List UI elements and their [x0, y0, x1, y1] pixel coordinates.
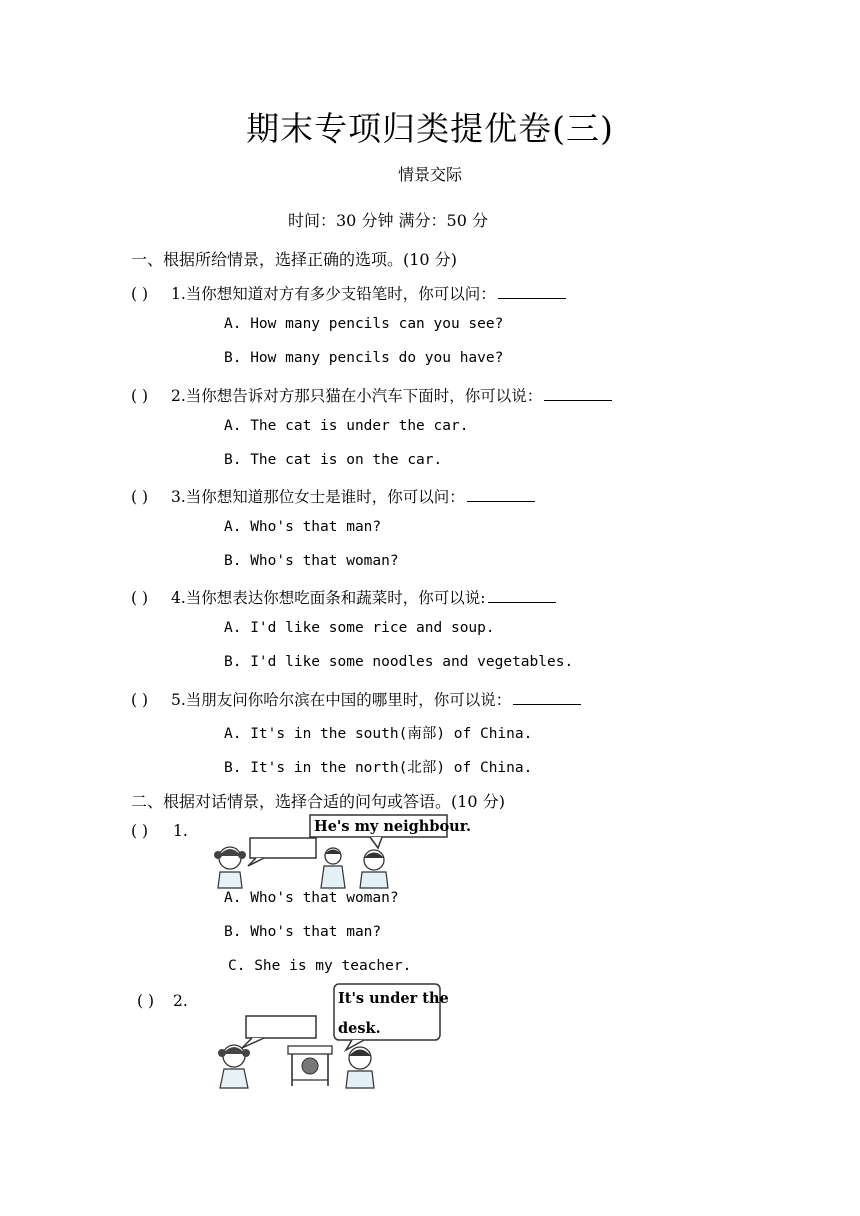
question-prompt: 2.当你想告诉对方那只猫在小汽车下面时，你可以说： [171, 387, 543, 405]
answer-parens[interactable]: ( ) [131, 285, 149, 303]
desk-figure [288, 1046, 332, 1086]
answer-parens[interactable]: ( ) [131, 822, 149, 840]
answer-parens[interactable]: ( ) [131, 488, 149, 506]
option-5a: A. It's in the south(南部) of China. [224, 726, 533, 742]
question-2 [131, 384, 612, 406]
option-3a: A. Who's that man? [224, 519, 382, 535]
answer-blank[interactable] [488, 586, 556, 603]
option-1b: B. How many pencils do you have? [224, 350, 504, 366]
s2-option-1a: A. Who's that woman? [224, 890, 399, 906]
speech-bubble-text-line1: It's under the [338, 990, 449, 1007]
question-3 [131, 485, 535, 507]
exam-meta: 时间：30 分钟 满分：50 分 [288, 211, 488, 230]
option-3b: B. Who's that woman? [224, 553, 399, 569]
question-1 [131, 282, 566, 304]
dialogue-illustration-2 [212, 982, 449, 1092]
s2-option-1c: C. She is my teacher. [228, 958, 412, 974]
question-prompt: 1.当你想知道对方有多少支铅笔时，你可以问： [171, 285, 496, 303]
option-4b: B. I'd like some noodles and vegetables. [224, 654, 574, 670]
page-title: 期末专项归类提优卷(三) [246, 109, 614, 148]
s2-option-1b: B. Who's that man? [224, 924, 382, 940]
dialogue-illustration-1 [210, 812, 472, 892]
answer-blank[interactable] [467, 485, 535, 502]
question-prompt: 4.当你想表达你想吃面条和蔬菜时，你可以说: [171, 589, 486, 607]
answer-parens[interactable]: ( ) [131, 691, 149, 709]
s2-question-1 [131, 822, 188, 840]
answer-parens[interactable]: ( ) [131, 589, 149, 607]
girl-figure [218, 1045, 250, 1088]
option-4a: A. I'd like some rice and soup. [224, 620, 495, 636]
girl-figure [214, 847, 246, 888]
option-2b: B. The cat is on the car. [224, 452, 443, 468]
section-2-heading: 二、根据对话情景，选择合适的问句或答语。(10 分) [131, 792, 505, 811]
option-2a: A. The cat is under the car. [224, 418, 469, 434]
answer-blank[interactable] [544, 384, 612, 401]
bubble-tail [242, 1038, 264, 1048]
bubble-tail [370, 837, 382, 848]
ball-icon [302, 1058, 318, 1074]
question-5 [131, 688, 581, 710]
man-figure [321, 848, 345, 888]
option-5b: B. It's in the north(北部) of China. [224, 760, 533, 776]
speech-bubble-text: He's my neighbour. [314, 818, 472, 835]
section-1-heading: 一、根据所给情景，选择正确的选项。(10 分) [131, 250, 457, 269]
boy-figure [346, 1047, 374, 1088]
question-prompt: 3.当你想知道那位女士是谁时，你可以问： [171, 488, 465, 506]
answer-blank[interactable] [498, 282, 566, 299]
page-subtitle: 情景交际 [397, 165, 462, 184]
question-prompt: 5.当朋友问你哈尔滨在中国的哪里时，你可以说： [171, 691, 512, 709]
s2-question-2 [137, 992, 188, 1010]
question-number: 1. [173, 822, 188, 840]
answer-parens[interactable]: ( ) [137, 992, 155, 1010]
speech-bubble-text-line2: desk. [338, 1020, 381, 1037]
answer-parens[interactable]: ( ) [131, 387, 149, 405]
empty-speech-bubble [246, 1016, 316, 1038]
option-1a: A. How many pencils can you see? [224, 316, 504, 332]
question-number: 2. [173, 992, 188, 1010]
empty-speech-bubble [250, 838, 316, 858]
answer-blank[interactable] [513, 688, 581, 705]
bubble-tail [248, 858, 264, 866]
question-4 [131, 586, 556, 608]
boy-figure [360, 850, 388, 888]
